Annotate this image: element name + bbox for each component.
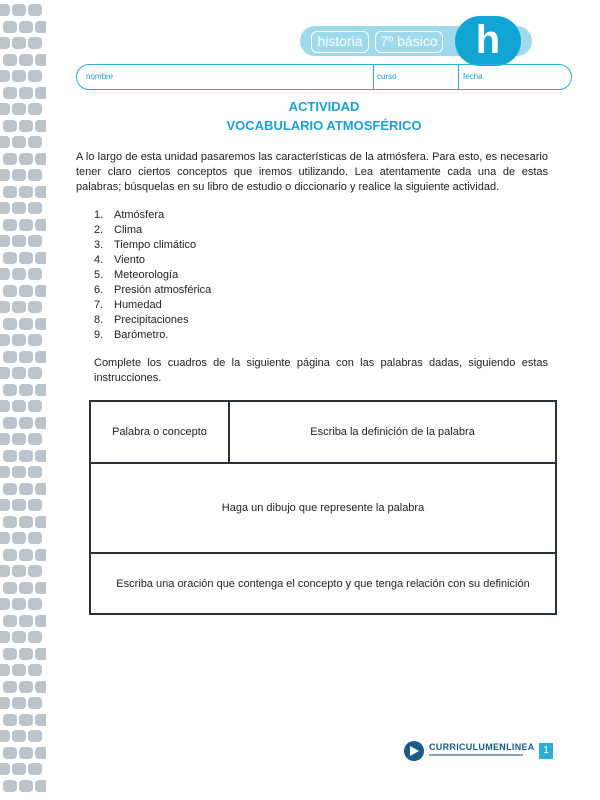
- list-item: [94, 223, 211, 238]
- list-number: 5.: [94, 269, 104, 281]
- decorative-square: [28, 136, 42, 148]
- decorative-square: [35, 21, 46, 33]
- decorative-square: [19, 384, 33, 396]
- decorative-square: [0, 202, 10, 214]
- brand-name: CURRICULUMENLINEA: [429, 742, 535, 752]
- decorative-square: [12, 103, 26, 115]
- decorative-square: [0, 466, 10, 478]
- decorative-square: [28, 367, 42, 379]
- decorative-square: [0, 70, 10, 82]
- decorative-square: [12, 763, 26, 775]
- student-info-bar: [76, 64, 572, 90]
- list-number: 4.: [94, 254, 104, 266]
- list-item: [94, 283, 211, 298]
- list-item: [94, 313, 211, 328]
- decorative-square: [28, 763, 42, 775]
- decorative-square: [19, 21, 33, 33]
- decorative-square: [28, 730, 42, 742]
- decorative-square: [0, 532, 10, 544]
- list-word: Viento: [114, 254, 145, 266]
- decorative-square: [3, 186, 17, 198]
- decorative-square: [19, 780, 33, 792]
- list-number: 1.: [94, 209, 104, 221]
- decorative-square: [3, 450, 17, 462]
- decorative-square: [12, 367, 26, 379]
- decorative-square: [12, 466, 26, 478]
- decorative-square: [28, 202, 42, 214]
- decorative-square: [28, 37, 42, 49]
- page-number: 1: [539, 743, 553, 759]
- decorative-square: [3, 780, 17, 792]
- list-word: Tiempo climático: [114, 239, 197, 251]
- decorative-square: [35, 648, 46, 660]
- list-item: [94, 268, 211, 283]
- decorative-square: [12, 334, 26, 346]
- decorative-square: [28, 235, 42, 247]
- decorative-square: [3, 516, 17, 528]
- decorative-square: [19, 285, 33, 297]
- decorative-square: [19, 219, 33, 231]
- decorative-square: [19, 87, 33, 99]
- decorative-square: [19, 153, 33, 165]
- decorative-square: [0, 664, 10, 676]
- decorative-square: [12, 532, 26, 544]
- decorative-square: [3, 549, 17, 561]
- decorative-square: [12, 136, 26, 148]
- decorative-square: [19, 483, 33, 495]
- decorative-square: [3, 615, 17, 627]
- word-cell: Palabra o concepto: [112, 426, 207, 438]
- decorative-square: [12, 301, 26, 313]
- decorative-square: [0, 598, 10, 610]
- decorative-square: [35, 219, 46, 231]
- brand-tagline-bar: [429, 754, 523, 756]
- decorative-square: [35, 714, 46, 726]
- decorative-square: [12, 268, 26, 280]
- decorative-square: [0, 136, 10, 148]
- decorative-square: [3, 747, 17, 759]
- decorative-square: [28, 598, 42, 610]
- decorative-square: [0, 565, 10, 577]
- decorative-square: [12, 400, 26, 412]
- decorative-square: [35, 747, 46, 759]
- instructions-paragraph: Complete los cuadros de la siguiente página con las palabras dadas, siguiendo estas instrucciones.: [94, 357, 548, 384]
- list-word: Meteorología: [114, 269, 179, 281]
- list-number: 8.: [94, 314, 104, 326]
- decorative-square: [12, 169, 26, 181]
- list-item: [94, 238, 211, 253]
- decorative-square: [19, 318, 33, 330]
- decorative-square: [3, 417, 17, 429]
- decorative-square: [35, 483, 46, 495]
- decorative-square: [3, 681, 17, 693]
- decorative-square: [19, 648, 33, 660]
- decorative-square: [19, 582, 33, 594]
- decorative-square: [0, 37, 10, 49]
- decorative-square: [35, 120, 46, 132]
- list-word: Clima: [114, 224, 143, 236]
- decorative-square: [12, 433, 26, 445]
- decorative-square: [0, 334, 10, 346]
- decorative-square: [28, 70, 42, 82]
- list-word: Humedad: [114, 299, 162, 311]
- decorative-square: [12, 730, 26, 742]
- decorative-square: [12, 697, 26, 709]
- course-label: curso: [377, 72, 397, 81]
- drawing-cell: Haga un dibujo que represente la palabra: [221, 502, 425, 514]
- decorative-square: [3, 483, 17, 495]
- decorative-square: [35, 153, 46, 165]
- decorative-square: [28, 103, 42, 115]
- decorative-strip: [0, 0, 46, 800]
- decorative-square: [35, 54, 46, 66]
- decorative-square: [28, 169, 42, 181]
- decorative-square: [28, 334, 42, 346]
- decorative-square: [3, 648, 17, 660]
- decorative-square: [12, 598, 26, 610]
- decorative-square: [0, 499, 10, 511]
- definition-cell: Escriba la definición de la palabra: [310, 426, 475, 438]
- list-item: [94, 328, 211, 343]
- decorative-square: [35, 351, 46, 363]
- decorative-square: [28, 4, 42, 16]
- decorative-square: [35, 615, 46, 627]
- subject-pill: historia: [311, 31, 369, 53]
- list-number: 6.: [94, 284, 104, 296]
- decorative-square: [28, 499, 42, 511]
- decorative-square: [28, 268, 42, 280]
- subject-logo-badge: h: [455, 16, 521, 66]
- decorative-square: [3, 219, 17, 231]
- decorative-square: [3, 21, 17, 33]
- decorative-square: [19, 417, 33, 429]
- field-divider: [458, 65, 459, 89]
- decorative-square: [19, 747, 33, 759]
- decorative-square: [0, 763, 10, 775]
- decorative-square: [28, 301, 42, 313]
- decorative-square: [35, 549, 46, 561]
- decorative-square: [35, 582, 46, 594]
- decorative-square: [0, 631, 10, 643]
- decorative-square: [12, 565, 26, 577]
- play-arrow-icon: [404, 741, 424, 761]
- decorative-square: [3, 714, 17, 726]
- decorative-square: [35, 450, 46, 462]
- decorative-square: [19, 714, 33, 726]
- decorative-square: [28, 631, 42, 643]
- decorative-square: [0, 400, 10, 412]
- decorative-square: [19, 516, 33, 528]
- decorative-square: [19, 54, 33, 66]
- decorative-square: [28, 664, 42, 676]
- list-word: Presión atmosférica: [114, 284, 212, 296]
- decorative-square: [3, 87, 17, 99]
- list-word: Atmósfera: [114, 209, 165, 221]
- list-item: [94, 253, 211, 268]
- decorative-square: [35, 186, 46, 198]
- decorative-square: [12, 631, 26, 643]
- decorative-square: [12, 37, 26, 49]
- sentence-cell: Escriba una oración que contenga el concepto y que tenga relación con su definición: [116, 577, 530, 590]
- decorative-square: [19, 351, 33, 363]
- decorative-square: [28, 400, 42, 412]
- decorative-square: [12, 664, 26, 676]
- decorative-square: [3, 318, 17, 330]
- decorative-square: [3, 285, 17, 297]
- decorative-square: [35, 516, 46, 528]
- decorative-square: [12, 70, 26, 82]
- list-word: Precipitaciones: [114, 314, 189, 326]
- curriculum-logo: [404, 741, 535, 761]
- decorative-square: [35, 252, 46, 264]
- decorative-square: [19, 549, 33, 561]
- decorative-square: [3, 351, 17, 363]
- decorative-square: [3, 120, 17, 132]
- decorative-square: [0, 367, 10, 379]
- decorative-square: [0, 301, 10, 313]
- decorative-square: [0, 433, 10, 445]
- decorative-square: [35, 417, 46, 429]
- decorative-square: [12, 499, 26, 511]
- decorative-square: [19, 681, 33, 693]
- decorative-square: [19, 186, 33, 198]
- intro-paragraph: A lo largo de esta unidad pasaremos las características de la atmósfera. Para esto, es necesario tener claro ciertos conceptos que iremos utilizando. Lea atentamente cada una de estas palabras; búsquelas en su libro de estudio o diccionario y realice la siguiente actividad.: [76, 151, 548, 193]
- decorative-square: [3, 252, 17, 264]
- list-item: [94, 298, 211, 313]
- field-divider: [373, 65, 374, 89]
- vocabulary-list: [94, 208, 211, 343]
- decorative-square: [0, 697, 10, 709]
- topic-title: VOCABULARIO ATMOSFÉRICO: [226, 118, 422, 133]
- decorative-square: [0, 730, 10, 742]
- decorative-square: [3, 54, 17, 66]
- decorative-square: [12, 202, 26, 214]
- decorative-square: [35, 87, 46, 99]
- decorative-square: [35, 285, 46, 297]
- decorative-square: [3, 153, 17, 165]
- name-label: nombre: [86, 72, 114, 81]
- list-word: Barómetro.: [114, 329, 169, 341]
- decorative-square: [19, 252, 33, 264]
- subject-header: [300, 20, 532, 64]
- decorative-square: [28, 565, 42, 577]
- decorative-square: [35, 681, 46, 693]
- decorative-square: [19, 450, 33, 462]
- decorative-square: [28, 433, 42, 445]
- list-number: 3.: [94, 239, 104, 251]
- decorative-square: [0, 103, 10, 115]
- decorative-square: [28, 532, 42, 544]
- decorative-square: [28, 466, 42, 478]
- activity-title: ACTIVIDAD: [288, 99, 360, 114]
- list-item: [94, 208, 211, 223]
- date-label: fecha: [463, 72, 483, 81]
- decorative-square: [35, 318, 46, 330]
- decorative-square: [0, 268, 10, 280]
- decorative-square: [0, 235, 10, 247]
- decorative-square: [0, 4, 10, 16]
- decorative-square: [19, 615, 33, 627]
- decorative-square: [0, 169, 10, 181]
- decorative-square: [3, 384, 17, 396]
- decorative-square: [28, 697, 42, 709]
- decorative-square: [35, 780, 46, 792]
- decorative-square: [12, 4, 26, 16]
- decorative-square: [12, 235, 26, 247]
- worksheet-table: [89, 400, 557, 615]
- decorative-square: [35, 384, 46, 396]
- list-number: 2.: [94, 224, 104, 236]
- list-number: 9.: [94, 329, 104, 341]
- decorative-square: [19, 120, 33, 132]
- grade-pill: 7º básico: [375, 31, 443, 53]
- list-number: 7.: [94, 299, 104, 311]
- decorative-square: [3, 582, 17, 594]
